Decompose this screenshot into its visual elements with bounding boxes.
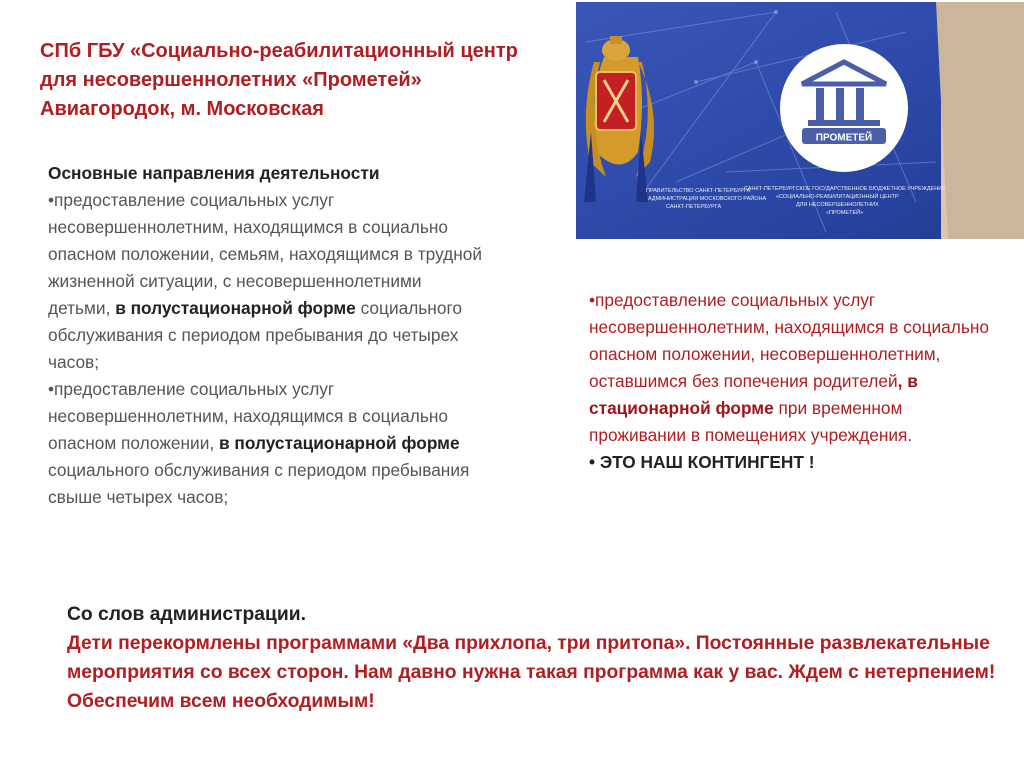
caption-left-2: АДМИНИСТРАЦИЯ МОСКОВСКОГО РАЙОНА (648, 196, 767, 202)
prometheus-banner-photo (576, 2, 1024, 239)
quote-body: Дети перекормлены программами «Два прихлопа, три притопа». Постоянные развлекательные мероприятия со всех сторон. Нам давно нужна такая программа как у вас. Ждем с нетерпением! Обеспечим всем необходимым! (67, 633, 996, 712)
administration-quote (67, 600, 1007, 716)
direction-item-1: •предоставление социальных услуг несовершеннолетним, находящимся в социально опасном положении, семьям, находящимся в трудной жизненной ситуации, с несовершеннолетними детьми, в полустационарной форме социального обслуживания с периодом пребывания до четырех часов; (48, 190, 483, 372)
contingent-statement: • ЭТО НАШ КОНТИНГЕНТ ! (589, 452, 815, 472)
caption-right-2: «СОЦИАЛЬНО-РЕАБИЛИТАЦИОННЫЙ ЦЕНТР (776, 194, 899, 200)
direction-item-2: •предоставление социальных услуг несовершеннолетним, находящимся в социально опасном положении, в полустационарной форме социального обслуживания с периодом пребывания свыше четырех часов; (48, 379, 470, 507)
caption-right-3: ДЛЯ НЕСОВЕРШЕННОЛЕТНИХ (796, 202, 879, 208)
quote-heading: Со слов администрации. (67, 604, 306, 625)
title-line-1: СПб ГБУ «Социально-реабилитационный центр (40, 40, 518, 62)
caption-right-1: САНКТ-ПЕТЕРБУРГСКОЕ ГОСУДАРСТВЕННОЕ БЮДЖЕТНОЕ УЧРЕЖДЕНИЕ (744, 186, 946, 192)
title-line-2: для несовершеннолетних «Прометей» (40, 69, 422, 91)
main-directions-block (48, 160, 488, 511)
caption-left-3: САНКТ-ПЕТЕРБУРГА (666, 204, 722, 210)
title-line-3: Авиагородок, м. Московская (40, 98, 324, 120)
main-directions-heading: Основные направления деятельности (48, 163, 380, 183)
slide-title (40, 37, 580, 124)
contingent-block (589, 287, 989, 476)
contingent-description: •предоставление социальных услуг несовершеннолетним, находящимся в социально опасном положении, несовершеннолетним, оставшимся без попечения родителей, в стационарной форме при временном проживании в помещениях учреждения. (589, 290, 989, 445)
logo-text: ПРОМЕТЕЙ (815, 132, 873, 144)
prometheus-logo-icon (780, 44, 908, 172)
caption-right-4: «ПРОМЕТЕЙ» (826, 210, 864, 216)
caption-left-1: ПРАВИТЕЛЬСТВО САНКТ-ПЕТЕРБУРГА (646, 188, 751, 194)
